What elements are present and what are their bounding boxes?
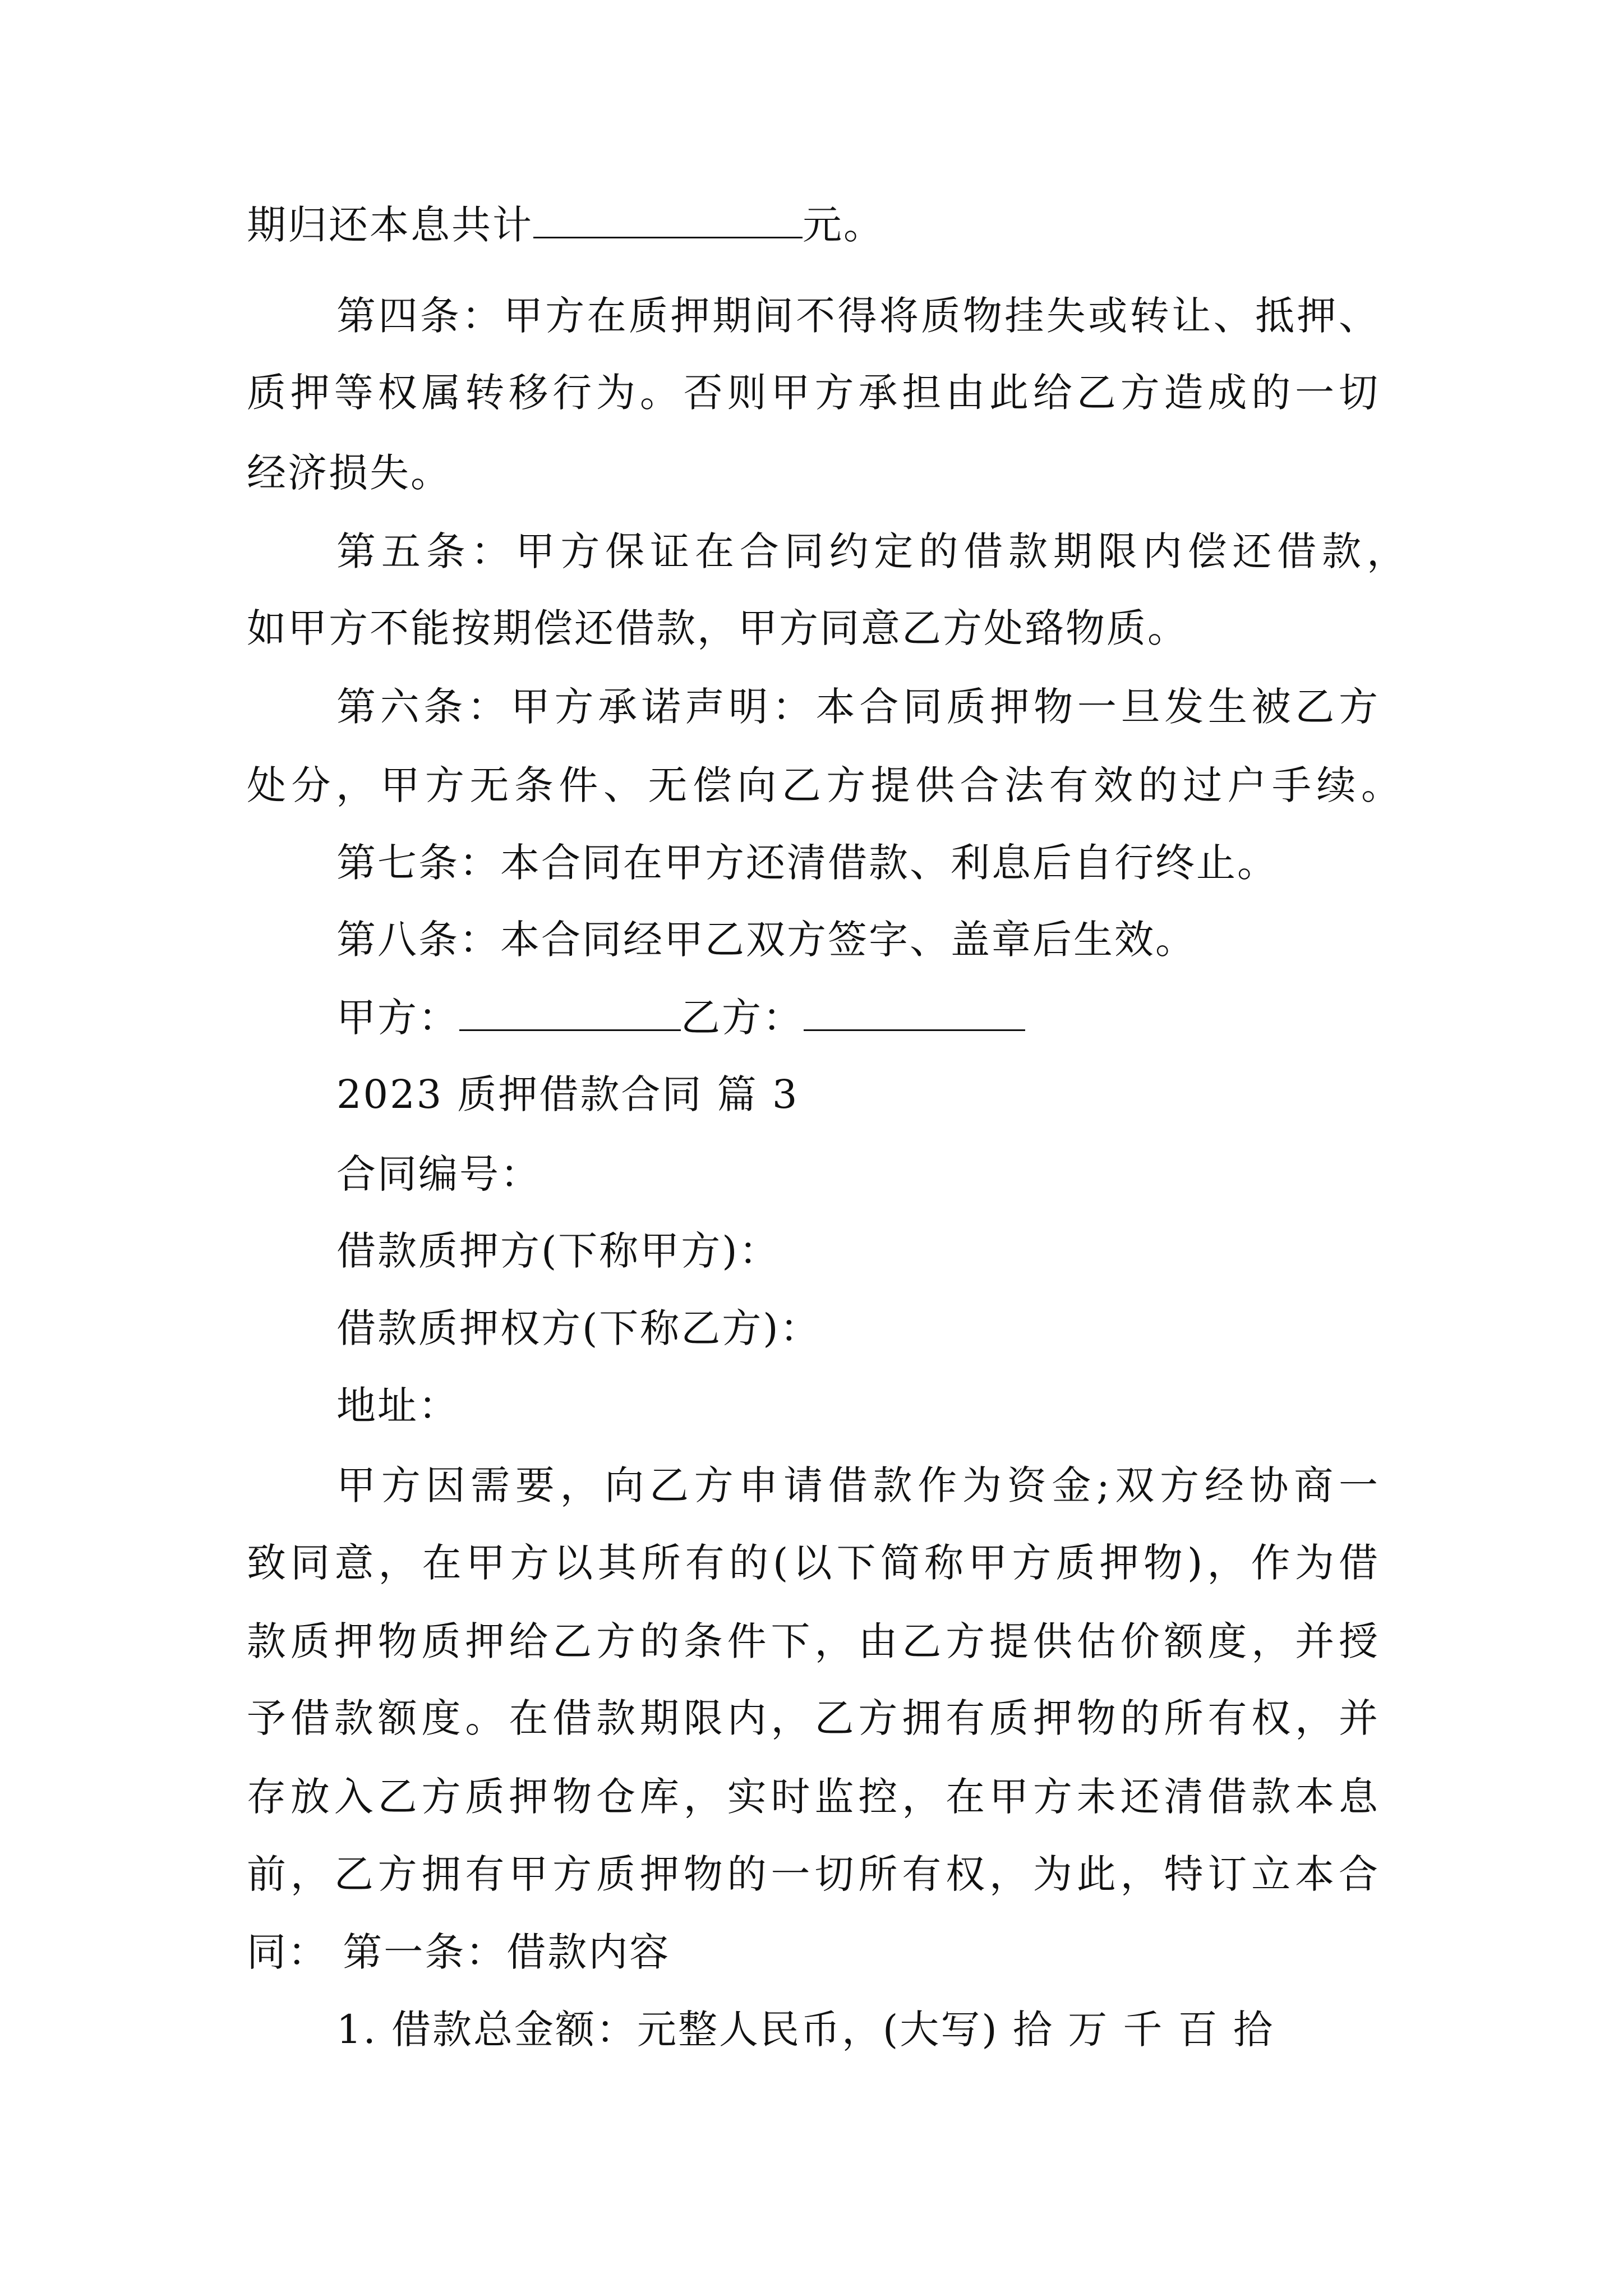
signature-line xyxy=(336,990,1025,1045)
text-line-4: 经济损失。 xyxy=(247,450,451,496)
text-line-20: 予借款额度。在借款期限内，乙方拥有质押物的所有权，并 xyxy=(247,1695,1380,1741)
text-line-8: 处分，甲方无条件、无偿向乙方提供合法有效的过户手续。 xyxy=(247,762,1402,808)
text-line-21: 存放入乙方质押物仓库，实时监控，在甲方未还清借款本息 xyxy=(247,1774,1380,1820)
text-line-17: 甲方因需要，向乙方申请借款作为资金;双方经协商一 xyxy=(336,1462,1380,1508)
pledgor-label: 借款质押方(下称甲方)： xyxy=(336,1228,780,1274)
text-line-22: 前，乙方拥有甲方质押物的一切所有权，为此，特订立本合 xyxy=(247,1851,1380,1897)
text-line-1 xyxy=(247,197,884,252)
text-line-6: 如甲方不能按期偿还借款，甲方同意乙方处臵物质。 xyxy=(247,605,1188,651)
text-line-9: 第七条：本合同在甲方还清借款、利息后自行终止。 xyxy=(336,840,1278,886)
loan-amount-line: 1. 借款总金额：元整人民币，(大写) 拾 万 千 百 拾 xyxy=(336,2007,1274,2053)
party-a-blank xyxy=(459,990,681,1031)
text-line-7: 第六条：甲方承诺声明：本合同质押物一旦发生被乙方 xyxy=(336,684,1380,730)
text-line-19: 款质押物质押给乙方的条件下，由乙方提供估价额度，并授 xyxy=(247,1618,1380,1664)
text-line-5: 第五条：甲方保证在合同约定的借款期限内偿还借款， xyxy=(336,528,1408,574)
party-b-blank xyxy=(804,990,1025,1031)
party-a-label: 甲方： xyxy=(336,995,459,1041)
party-b-label: 乙方： xyxy=(681,995,804,1041)
text-line-18: 致同意，在甲方以其所有的(以下简称甲方质押物)，作为借 xyxy=(247,1540,1380,1586)
text-line-2: 第四条：甲方在质押期间不得将质物挂失或转让、抵押、 xyxy=(336,293,1380,339)
blank-field xyxy=(533,197,803,238)
section-title: 2023 质押借款合同 篇 3 xyxy=(336,1071,799,1117)
text-line-10: 第八条：本合同经甲乙双方签字、盖章后生效。 xyxy=(336,917,1196,963)
text-line-3: 质押等权属转移行为。否则甲方承担由此给乙方造成的一切 xyxy=(247,370,1380,416)
text-line-23: 同： 第一条：借款内容 xyxy=(247,1929,671,1975)
address-label: 地址： xyxy=(336,1383,459,1429)
contract-number-label: 合同编号： xyxy=(336,1151,541,1197)
text-segment: 元。 xyxy=(803,202,884,248)
pledgee-label: 借款质押权方(下称乙方)： xyxy=(336,1305,821,1351)
text-segment: 期归还本息共计 xyxy=(247,202,533,248)
